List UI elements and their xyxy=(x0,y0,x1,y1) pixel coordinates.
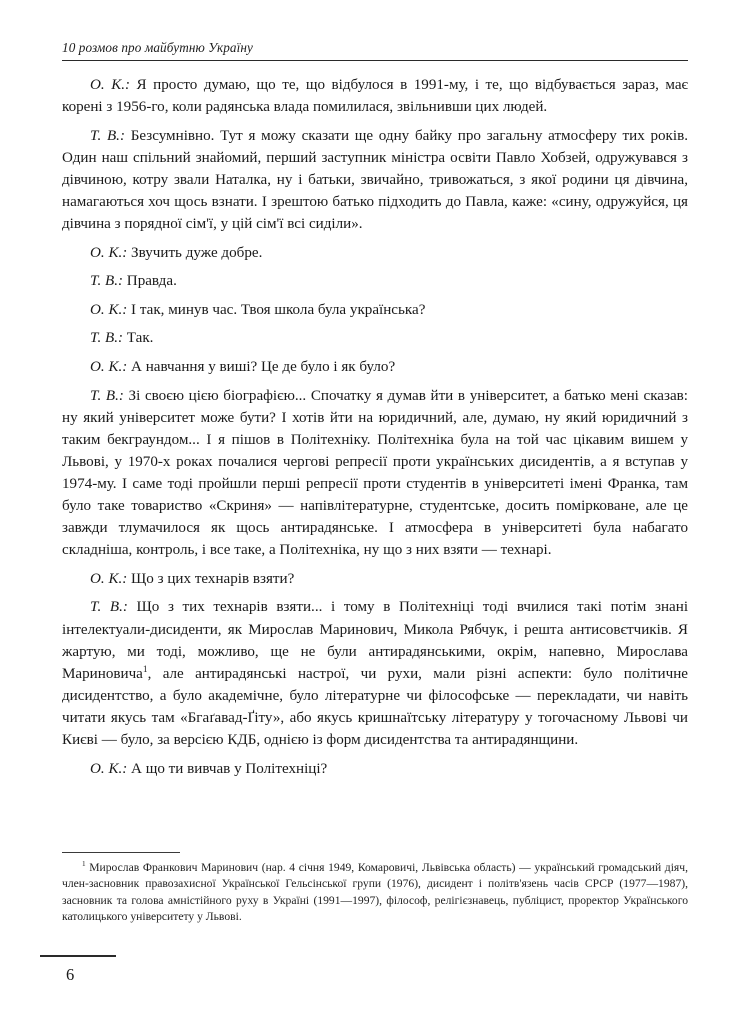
dialogue-paragraph xyxy=(62,299,688,321)
page-number: 6 xyxy=(66,964,75,984)
speaker-label: О. К.: xyxy=(90,244,128,261)
running-header-title: 10 розмов про майбутню Україну xyxy=(62,40,253,55)
paragraph-text: Я просто думаю, що те, що відбулося в 1991-му, і те, що відбувається зараз, має корені з 1956-го, коли радянська влада помилилася, звільнивши цих людей. xyxy=(62,77,688,116)
paragraph-text: А навчання у виші? Це де було і як було? xyxy=(127,359,396,376)
dialogue-paragraph xyxy=(62,327,688,349)
footnote-area xyxy=(62,852,688,925)
paragraph-text-continued: , але антирадянські настрої, чи рухи, мали різні аспекти: було політичне дисидентство, а було академічне, було літературне чи філософське — перекладати, чи навіть читати якусь там «Бгаґавад-Ґіту», або якусь кришнаїтську літературу у тогочасному Львові чи Києві — було, за версією КДБ, однією із форм дисидентства та антирадянщини. xyxy=(62,665,688,749)
speaker-label: О. К.: xyxy=(90,301,128,318)
dialogue-paragraph xyxy=(62,385,688,562)
dialogue-paragraph xyxy=(62,356,688,378)
folio-area xyxy=(40,955,240,985)
speaker-label: Т. В.: xyxy=(90,387,124,404)
paragraph-text: Зі своєю цією біографією... Спочатку я думав йти в університет, а батько мені сказав: ну який університет може бути? І хотів йти на юридичний, але, думаю, ну який юридичний з таким бекграундом... І я пішов в Політехніку. Політехніка була на той час цікавим вишем у Львові, у 1970-х роках почалися чергові репресії проти українських дисидентів, а я вступав у 1974-му. І саме тоді пройшли перші репресії проти студентів в університеті імені Франка, там було таке товариство «Скриня» — напівлітературне, студентське, досить помірковане, але це завжди тлумачилося як щось антирадянське. І атмосфера в університеті була набагато складніша, контроль, і все таке, а Політехніка, ну що з них взяти — технарі. xyxy=(62,387,688,559)
speaker-label: О. К.: xyxy=(90,570,128,587)
speaker-label: Т. В.: xyxy=(90,330,124,347)
speaker-label: О. К.: xyxy=(90,77,131,93)
folio-divider xyxy=(40,955,116,957)
speaker-label: Т. В.: xyxy=(90,599,128,616)
footnote-body: Мирослав Франкович Маринович (нар. 4 січня 1949, Комаровичі, Львівська область) — український громадський діяч, член-засновник правозахисної Української Гельсінської групи (1976), дисидент і політв'язень часів СРСР (1977—1987), засновник та голова амністійного руху в Україні (1991—1997), філософ, релігієзнавець, публіцист, проректор Українського католицького університету у Львові. xyxy=(62,861,688,923)
paragraph-text: Звучить дуже добре. xyxy=(127,244,263,261)
footnote-divider xyxy=(62,852,180,853)
paragraph-text: А що ти вивчав у Політехніці? xyxy=(127,760,328,777)
paragraph-text: Правда. xyxy=(123,273,177,290)
paragraph-text: І так, минув час. Твоя школа була українська? xyxy=(127,301,426,318)
header-divider xyxy=(62,60,688,62)
dialogue-paragraph xyxy=(62,74,688,118)
paragraph-text: Так. xyxy=(123,330,154,347)
speaker-label: Т. В.: xyxy=(90,273,124,290)
dialogue-paragraph xyxy=(62,125,688,235)
dialogue-paragraph xyxy=(62,758,688,780)
speaker-label: Т. В.: xyxy=(90,127,125,144)
body-text xyxy=(62,74,688,780)
footnote-reference-marker[interactable]: 1 xyxy=(142,664,148,675)
dialogue-paragraph xyxy=(62,242,688,264)
paragraph-text: Безсумнівно. Тут я можу сказати ще одну байку про загальну атмосферу тих років. Один наш спільний знайомий, перший заступник міністра освіти Павло Хобзей, одружувався з дівчиною, котру звали Наталка, ну і батьки, звичайно, тривожаться, з якої родини ця дівчина, намагаються хоч щось взнати. І зрештою батько підходить до Павла, каже: «сину, одружуйся, ця дівчина з порядної сім'ї, у цій сім'ї всі сиділи». xyxy=(62,127,688,233)
speaker-label: О. К.: xyxy=(90,359,128,376)
footnote-marker: 1 xyxy=(82,860,86,869)
dialogue-paragraph xyxy=(62,270,688,292)
dialogue-paragraph xyxy=(62,568,688,590)
paragraph-text: Що з тих технарів взяти... і тому в Політехніці тоді вчилися такі потім знані інтелектуали-дисиденти, як Мирослав Маринович, Микола Рябчук, і решта антисовєтчиків. Я жартую, ми тоді, можливо, ще не були антирадянськими, окрім, напевно, Мирослава Мариновича xyxy=(62,599,689,682)
footnote-entry xyxy=(62,860,688,925)
dialogue-paragraph xyxy=(62,596,688,751)
paragraph-text: Що з цих технарів взяти? xyxy=(127,570,295,587)
running-header xyxy=(62,40,688,61)
speaker-label: О. К.: xyxy=(90,760,128,777)
